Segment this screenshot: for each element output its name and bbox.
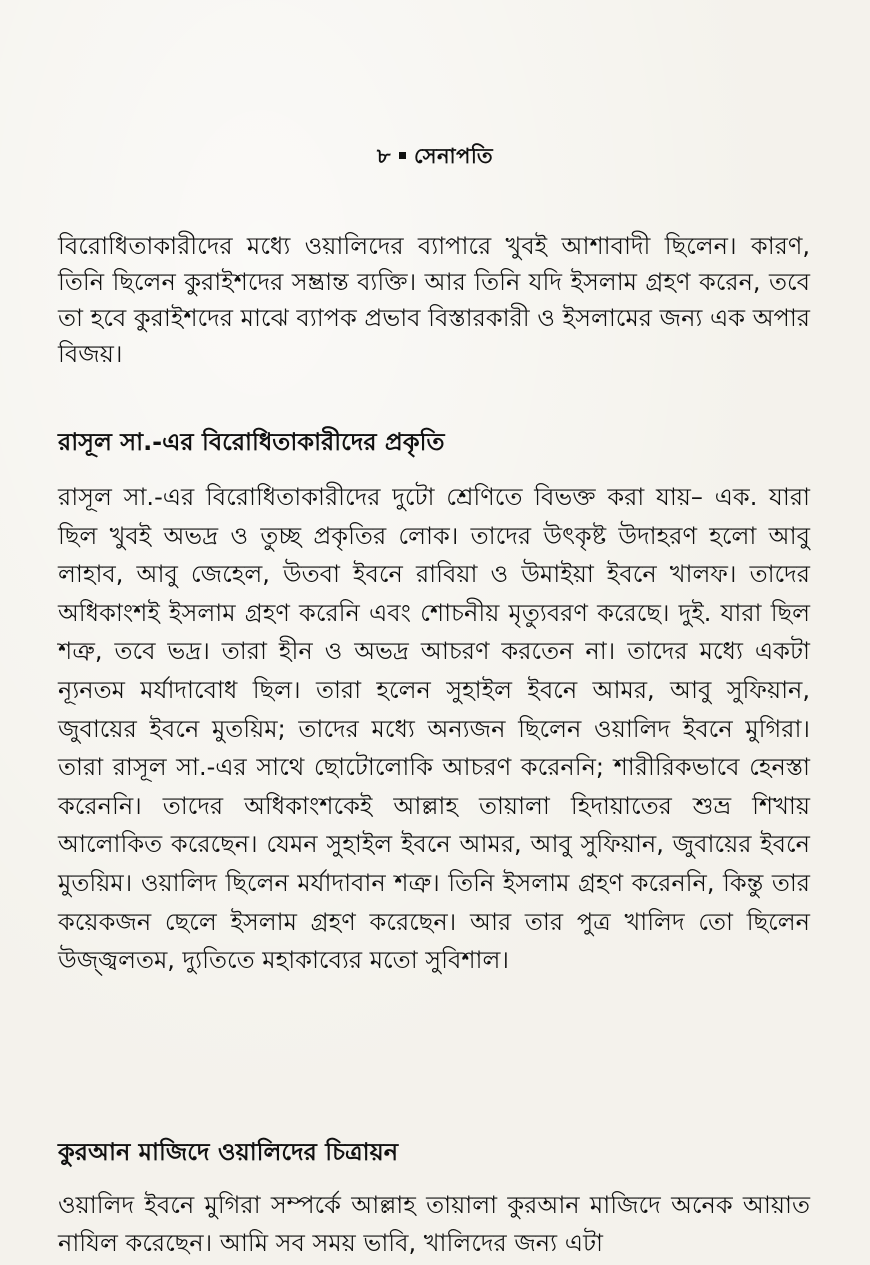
running-head	[0, 140, 870, 175]
section-heading-quran-portrayal: কুরআন মাজিদে ওয়ালিদের চিত্রায়ন	[58, 1138, 399, 1166]
separator-bullet-icon	[399, 152, 406, 159]
intro-paragraph: বিরোধিতাকারীদের মধ্যে ওয়ালিদের ব্যাপারে খুবই আশাবাদী ছিলেন। কারণ, তিনি ছিলেন কুরাইশদের সম্ভ্রান্ত ব্যক্তি। আর তিনি যদি ইসলাম গ্রহণ করেন, তবে তা হবে কুরাইশদের মাঝে ব্যাপক প্রভাব বিস্তারকারী ও ইসলামের জন্য এক অপার বিজয়।	[58, 232, 810, 368]
book-title: সেনাপতি	[414, 144, 494, 168]
quran-portrayal-paragraph: ওয়ালিদ ইবনে মুগিরা সম্পর্কে আল্লাহ তায়ালা কুরআন মাজিদে অনেক আয়াত নাযিল করেছেন। আমি সব সময় ভাবি, খালিদের জন্য এটা	[58, 1191, 810, 1257]
page-number: ৮	[376, 144, 392, 168]
opponents-nature-paragraph: রাসূল সা.-এর বিরোধিতাকারীদের দুটো শ্রেণিতে বিভক্ত করা যায়– এক. যারা ছিল খুবই অভদ্র ও তুচ্ছ প্রকৃতির লোক। তাদের উৎকৃষ্ট উদাহরণ হলো আবু লাহাব, আবু জেহেল, উতবা ইবনে রাবিয়া ও উমাইয়া ইবনে খালফ। তাদের অধিকাংশই ইসলাম গ্রহণ করেনি এবং শোচনীয় মৃত্যুবরণ করেছে। দুই. যারা ছিল শত্রু, তবে ভদ্র। তারা হীন ও অভদ্র আচরণ করতেন না। তাদের মধ্যে একটা ন্যূনতম মর্যাদাবোধ ছিল। তারা হলেন সুহাইল ইবনে আমর, আবু সুফিয়ান, জুবায়ের ইবনে মুতয়িম; তাদের মধ্যে অন্যজন ছিলেন ওয়ালিদ ইবনে মুগিরা। তারা রাসূল সা.-এর সাথে ছোটোলোকি আচরণ করেননি; শারীরিকভাবে হেনস্তা করেননি। তাদের অধিকাংশকেই আল্লাহ তায়ালা হিদায়াতের শুভ্র শিখায় আলোকিত করেছেন। যেমন সুহাইল ইবনে আমর, আবু সুফিয়ান, জুবায়ের ইবনে মুতয়িম। ওয়ালিদ ছিলেন মর্যাদাবান শত্রু। তিনি ইসলাম গ্রহণ করেননি, কিন্তু তার কয়েকজন ছেলে ইসলাম গ্রহণ করেছেন। আর তার পুত্র খালিদ তো ছিলেন উজ্জ্বলতম, দ্যুতিতে মহাকাব্যের মতো সুবিশাল।	[58, 483, 810, 975]
section-heading-opponents-nature: রাসূল সা.-এর বিরোধিতাকারীদের প্রকৃতি	[58, 428, 445, 456]
